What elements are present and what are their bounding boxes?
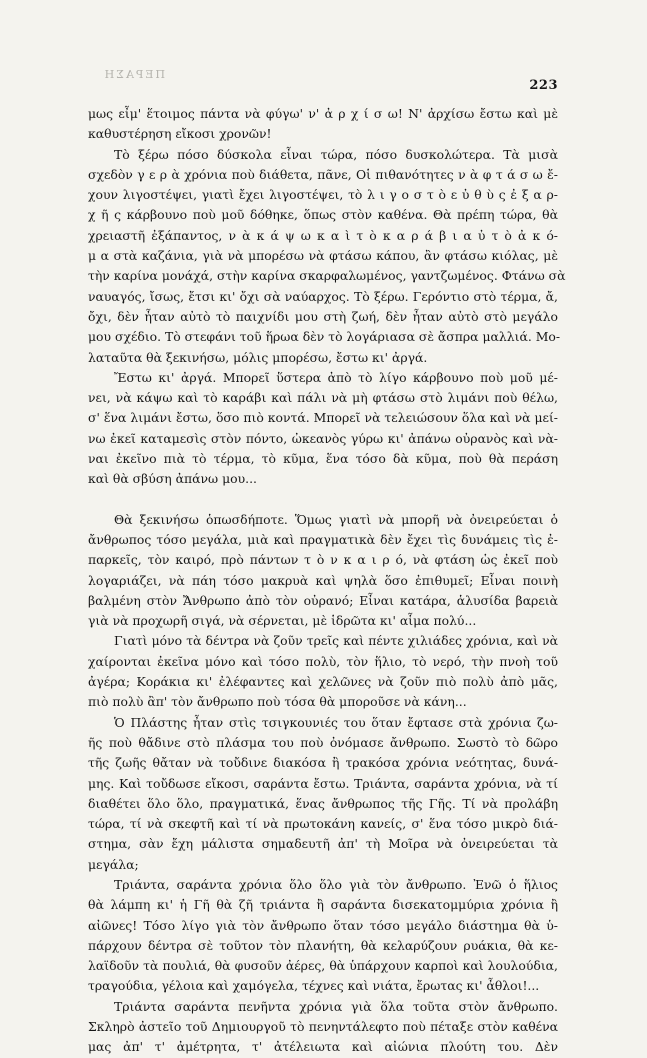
text-line: τῆς ζωῆς θἄταν νὰ τοὔδινε διακόσα ἢ τρακόσα χρόνια νεότητας, δυνά- [88, 755, 558, 771]
text-line: Θὰ ξεκινήσω ὁπωσδήποτε. Ὅμως γιατὶ νὰ μπορῆ νὰ ὀνειρεύεται ὁ [114, 511, 558, 527]
paragraph-3 [88, 368, 558, 490]
page-number: 223 [529, 78, 558, 93]
text-line: Γιατὶ μόνο τὰ δέντρα νὰ ζοῦν τρεῖς καὶ πέντε χιλιάδες χρόνια, καὶ νὰ [114, 633, 558, 649]
text-line: νει, νὰ κάψω καὶ τὸ καράβι καὶ πάλι νὰ μὴ φτάσω στὸ λιμάνι ποὺ θέλω, [88, 390, 558, 406]
text-line: ἄνθρωπος τόσο μεγάλα, μιὰ καὶ πραγματικὰ δὲν ἔχει τὶς δυνάμεις τὶς ἐ- [88, 531, 558, 547]
text-line: μ α στὰ καζάνια, γιὰ νὰ μπορέσω νὰ φτάσω κάπου, ἂν φτάσω κιόλας, μὲ [88, 248, 558, 264]
text-line: Τριάντα, σαράντα χρόνια ὅλο ὅλο γιὰ τὸν ἄνθρωπο. Ἐνῶ ὁ ἥλιος [114, 876, 558, 892]
text-line: μως εἶμ' ἕτοιμος πάντα νὰ φύγω' ν' ἀ ρ χ ί σ ω! Ν' ἀρχίσω ἔστω καὶ μὲ [88, 106, 558, 121]
text-line: παρκεῖς, τὸν καιρό, πρὸ πάντων τ ὸ ν κ α ι ρ ό, νὰ φτάση ὡς ἐκεῖ ποὺ [88, 552, 558, 568]
paragraph-4 [88, 510, 558, 632]
text-line: λαταῦτα θὰ ξεκινήσω, μόλις μπορέσω, ἔστω κι' ἀργά. [88, 349, 428, 365]
text-line: Σκληρὸ ἀστεῖο τοῦ Δημιουργοῦ τὸ πενηντάλεφτο ποὺ πέταξε στὸν καθένα [88, 1019, 558, 1035]
text-line: μης. Καὶ τοὔδωσε εἴκοσι, σαράντα ἔστω. Τριάντα, σαράντα χρόνια, νὰ τί [88, 775, 558, 791]
paragraph-1 [88, 104, 558, 145]
text-line: ναι ἐκεῖνο πιὰ τὸ τέρμα, τὸ κῦμα, ἕνα τόσο δὰ κῦμα, ποὺ θὰ περάση [88, 451, 558, 467]
text-line: τραγούδια, γέλοια καὶ χαμόγελα, τέχνες καὶ νιάτα, ἔρωτας κι' ἆθλοι!... [88, 978, 540, 994]
text-line: Τριάντα σαράντα πενῆντα χρόνια γιὰ ὅλα τοῦτα στὸν ἄνθρωπο. [114, 998, 558, 1014]
text-line: τὴν καρίνα μονάχά, στὴν καρίνα σκαρφαλωμένος, γαντζωμένος. Φτάνω σὰ [88, 268, 566, 284]
text-line: γιὰ νὰ προχωρῆ σιγά, νὰ σέρνεται, μὲ ἱδρῶτα κι' αἷμα πολύ... [88, 613, 477, 629]
text-line: αἰῶνες! Τόσο λίγο γιὰ τὸν ἄνθρωπο ὅταν τόσο μεγάλο διάστημα θὰ ὑ- [88, 917, 558, 933]
text-line: λαϊδοῦν τὰ πουλιά, θὰ φυσοῦν ἀέρες, θὰ ὑπάρχουν καρποὶ καὶ λουλούδια, [88, 958, 558, 974]
paragraph-7 [88, 875, 558, 997]
text-line: Τὸ ξέρω πόσο δύσκολα εἶναι τώρα, πόσο δυσκολώτερα. Τὰ μισὰ [114, 146, 558, 162]
text-line: μεγάλα; [88, 856, 139, 872]
text-line: μας ἀπ' τ' ἀμέτρητα, τ' ἀτέλειωτα καὶ αἰώνια πλούτη του. Δὲν [88, 1039, 558, 1055]
text-line: σ' ἕνα λιμάνι ἔστω, ὅσο πιὸ κοντά. Μπορεῖ νὰ τελειώσουν ὅλα καὶ νὰ μεί- [88, 410, 558, 426]
text-line: ναυαγός, ἴσως, ἔτσι κι' ὄχι σὰ ναύαρχος. Τὸ ξέρω. Γερόντιο στὸ τέρμα, ἄ, [88, 288, 558, 304]
body-text [88, 104, 566, 1058]
bleed-through-text: ΠΕΡΑΣΗ [102, 68, 165, 81]
text-line: πιὸ πολὺ ἂπ' τὸν ἄνθρωπο ποὺ τόσα θὰ μποροῦσε νὰ κάνη... [88, 694, 467, 710]
text-line: νω ἐκεῖ καταμεσὶς στὸν πόντο, ὠκεανὸς γύρω κι' ἀπάνω οὐρανὸς καὶ νὰ- [88, 430, 558, 446]
paragraph-gap [88, 490, 558, 510]
text-line: βαλμένη στὸν Ἄνθρωπο ἀπὸ τὸν οὐρανό; Εἶναι κατάρα, ἁλυσίδα βαρειὰ [88, 592, 558, 608]
text-line: ῆς ποὺ θἄδινε στὸ πλάσμα του ποὺ ὀνόμασε ἄνθρωπο. Σωστὸ τὸ δῶρο [88, 734, 558, 750]
paragraph-8 [88, 997, 558, 1058]
text-line: Ἔστω κι' ἀργά. Μπορεῖ ὕστερα ἀπὸ τὸ λίγο κάρβουνο ποὺ μοῦ μέ- [114, 369, 558, 385]
paragraph-6 [88, 713, 558, 875]
text-line: ἀγέρα; Κοράκια κι' ἐλέφαντες καὶ χελῶνες νὰ ζοῦν πιὸ πολὺ ἀπὸ μᾶς, [88, 674, 558, 690]
text-line: χρειαστῆ ἐξάπαντος, ν ὰ κ ά ψ ω κ α ὶ τ ὸ κ α ρ ά β ι α ὐ τ ὸ ἀ κ ό- [88, 227, 558, 243]
text-line: λογαριάζει, νὰ πάη τόσο μακρυὰ καὶ ψηλὰ ὅσο ἐπιθυμεῖ; Εἶναι ποινὴ [88, 572, 558, 588]
text-line: στημα, σὰν ἔχη μάλιστα σημαδευτῆ ἀπ' τὴ Μοῖρα νὰ ὀνειρεύεται τὰ [88, 836, 558, 852]
text-line: θὰ λάμπη κι' ἡ Γῆ θὰ ζῆ τριάντα ἢ σαράντα δισεκατομμύρια χρόνια ἢ [88, 897, 558, 913]
paragraph-5 [88, 631, 558, 712]
text-line: καὶ θὰ σβύση ἀπάνω μου... [88, 471, 257, 487]
text-line: διαθέτει ὅλο ὅλο, πραγματικά, ἕνας ἄνθρωπος τῆς Γῆς. Τί νὰ προλάβη [88, 795, 558, 811]
text-line: χουν λιγοστέψει, γιατὶ ἔχει λιγοστέψει, τὸ λ ι γ ο σ τ ὸ ε ὐ θ ὺ ς ἐ ξ α ρ- [88, 187, 558, 203]
text-line: σχεδὸν γ ε ρ ὰ χρόνια ποὺ διάθετα, πᾶνε, Οἱ πιθανότητες ν ὰ φ τ ά σ ω ἔ- [88, 166, 558, 182]
text-line: Ὁ Πλάστης ἦταν στὶς τσιγκουνιές του ὅταν ἔφτασε στὰ χρόνια ζω- [114, 714, 558, 730]
text-line: ὄχι, δὲν ἦταν αὐτὸ τὸ παιχνίδι μου στὴ ζωή, δὲν ἦταν αὐτὸ στὸ μεγάλο [88, 308, 558, 324]
paragraph-2 [88, 145, 566, 368]
text-line: χ ῆ ς κάρβουνο ποὺ μοῦ δόθηκε, ὅπως στὸν καθένα. Θὰ πρέπη τώρα, θὰ [88, 207, 558, 223]
text-line: πάρχουν δέντρα σὲ τοῦτον τὸν πλανήτη, θὰ κελαρύζουν ρυάκια, θὰ κε- [88, 937, 558, 953]
text-line: χαίρονται ἐκεῖνα μόνο καὶ τόσο πολὺ, τὸν ἥλιο, τὸ νερό, τὴν πνοὴ τοῦ [88, 653, 558, 669]
text-line: τώρα, τί νὰ σκεφτῆ καὶ τί νὰ πρωτοκάνη κανείς, σ' ἕνα τόσο μικρὸ διά- [88, 816, 558, 832]
text-line: μου σχέδιο. Τὸ στεφάνι τοῦ ἥρωα δὲν τὸ λογάριασα σὲ ἄσπρα μαλλιά. Μο- [88, 329, 561, 345]
text-line: καθυστέρηση εἴκοσι χρονῶν! [88, 126, 272, 142]
